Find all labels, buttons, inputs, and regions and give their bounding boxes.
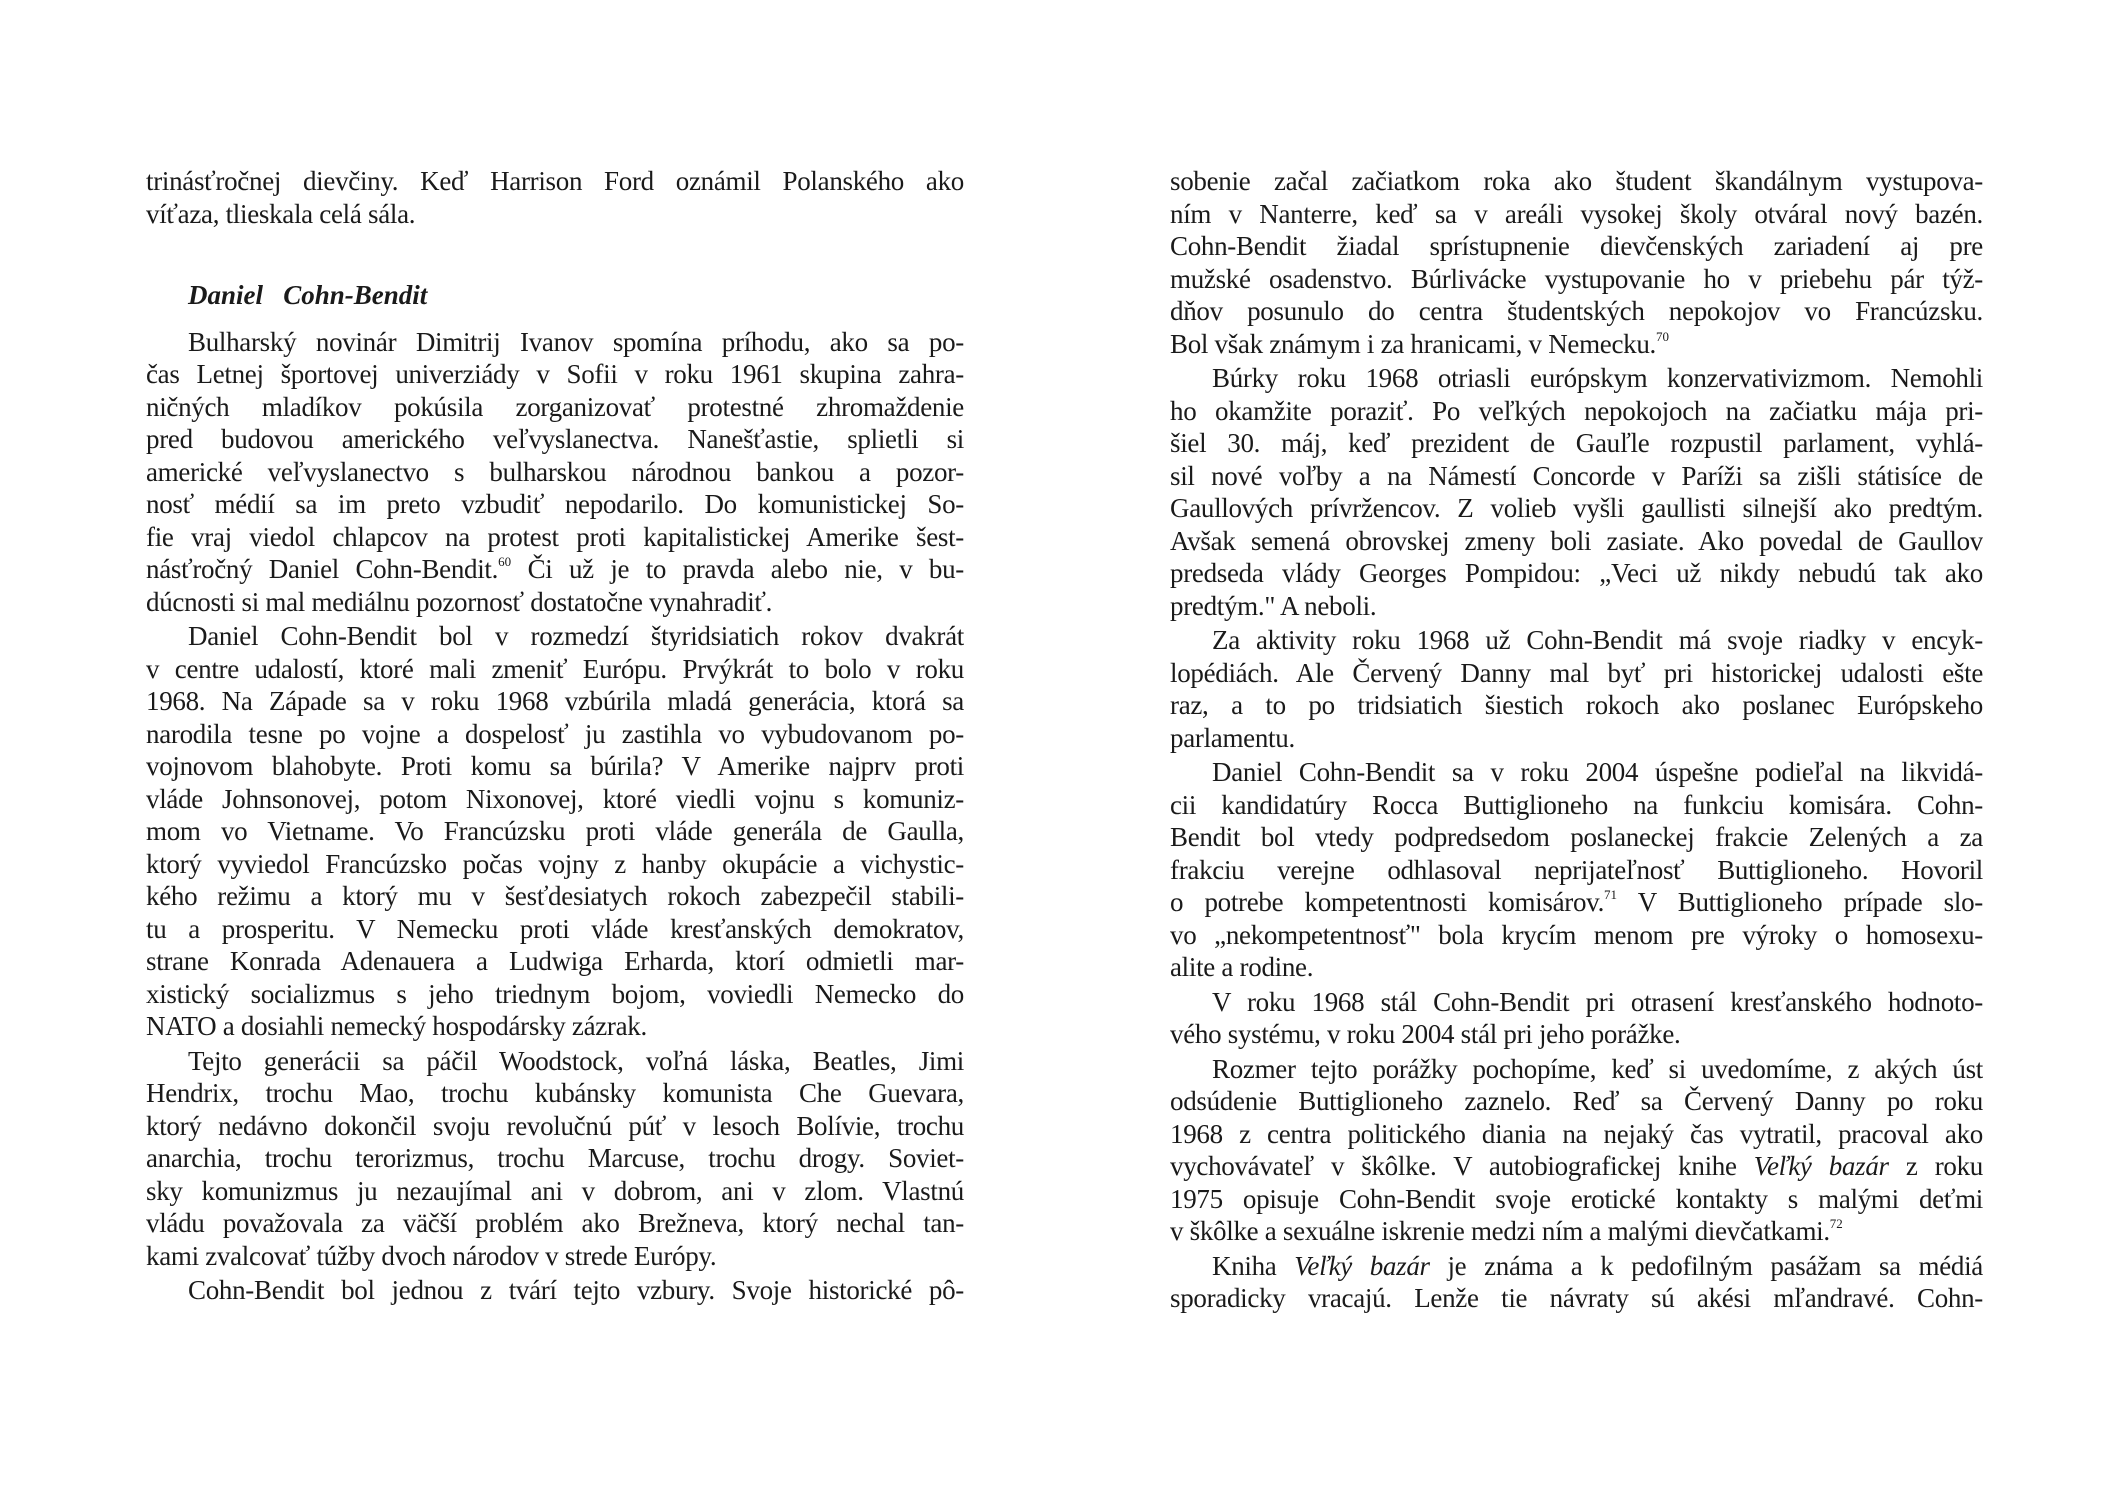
text-line: mom vo Vietname. Vo Francúzsku proti vláde generála de Gaulla, bbox=[146, 816, 964, 846]
text-line: americké veľvyslanectvo s bulharskou národnou bankou a pozor- bbox=[146, 456, 964, 487]
text-line: Avšak semená obrovskej zmeny boli zasiate. Ako povedal de Gaullov bbox=[1170, 525, 1983, 556]
paragraph bbox=[146, 326, 964, 619]
text-line: sky komunizmus ju nezaujímal ani v dobrom, ani v zlom. Vlastnú bbox=[146, 1175, 964, 1206]
paragraph bbox=[146, 620, 964, 1043]
text-line: vláde Johnsonovej, potom Nixonovej, ktoré viedli vojnu s komuniz- bbox=[146, 783, 964, 814]
footnote-reference: 70 bbox=[1656, 328, 1669, 344]
text-line: trinásťročnej dievčiny. Keď Harrison Ford oznámil Polanského ako bbox=[146, 166, 964, 196]
text-line: Tejto generácii sa páčil Woodstock, voľná láska, Beatles, Jimi bbox=[188, 1045, 964, 1076]
text-line bbox=[1170, 886, 1983, 919]
paragraph bbox=[146, 1274, 964, 1307]
text-segment: v škôlke a sexuálne iskrenie medzi ním a malými dievčatkami. bbox=[1170, 1216, 1830, 1246]
book-title: Veľký bazár bbox=[1753, 1151, 1889, 1181]
text-segment: je známa a k pedofilným pasážam sa médiá bbox=[1429, 1250, 1983, 1281]
text-segment: o potrebe kompetentnosti komisárov. bbox=[1170, 887, 1605, 917]
text-line: Rozmer tejto porážky pochopíme, keď si uvedomíme, z akých úst bbox=[1212, 1053, 1983, 1084]
text-line: xistický socializmus s jeho triednym bojom, voviedli Nemecko do bbox=[146, 978, 964, 1009]
text-line bbox=[1170, 1150, 1983, 1183]
text-line: NATO a dosiahli nemecký hospodársky zázrak. bbox=[146, 1011, 647, 1041]
right-page-column bbox=[1170, 163, 1983, 1315]
text-line: cii kandidatúry Rocca Buttiglioneho na funkciu komisára. Cohn- bbox=[1170, 789, 1983, 820]
text-line: Bendit bol vtedy podpredsedom poslaneckej frakcie Zelených a za bbox=[1170, 822, 1983, 852]
paragraph bbox=[1170, 1053, 1983, 1248]
text-line: 1975 opisuje Cohn-Bendit svoje erotické kontakty s malými deťmi bbox=[1170, 1183, 1983, 1214]
paragraph bbox=[1170, 756, 1983, 984]
paragraph bbox=[146, 165, 964, 230]
text-segment: vychovávateľ v škôlke. V autobiografickej knihe bbox=[1170, 1151, 1754, 1181]
text-line: strane Konrada Adenauera a Ludwiga Erharda, ktorí odmietli mar- bbox=[146, 946, 964, 976]
text-line: Hendrix, trochu Mao, trochu kubánsky komunista Che Guevara, bbox=[146, 1078, 964, 1108]
text-line: alite a rodine. bbox=[1170, 952, 1314, 982]
footnote-reference: 60 bbox=[498, 554, 512, 569]
text-line: sobenie začal začiatkom roka ako študent škandálnym vystupova- bbox=[1170, 166, 1983, 196]
text-line: Bulharský novinár Dimitrij Ivanov spomína príhodu, ako sa po- bbox=[188, 326, 964, 357]
text-line: dúcnosti si mal mediálnu pozornosť dostatočne vynahradiť. bbox=[146, 586, 773, 617]
footnote-reference: 72 bbox=[1829, 1216, 1843, 1231]
paragraph bbox=[1170, 1250, 1983, 1315]
text-line: vládu považovala za väčší problém ako Brežneva, ktorý nechal tan- bbox=[146, 1208, 964, 1238]
text-line: odsúdenie Buttiglioneho zaznelo. Reď sa Červený Danny po roku bbox=[1170, 1086, 1983, 1116]
text-line: sil nové voľby a na Námestí Concorde v Paríži sa zišli státisíce de bbox=[1170, 460, 1983, 491]
text-line: dňov posunulo do centra študentských nepokojov vo Francúzsku. bbox=[1170, 296, 1983, 326]
paragraph bbox=[1170, 165, 1983, 360]
paragraph bbox=[1170, 624, 1983, 754]
text-segment: Či už je to pravda alebo nie, v bu- bbox=[511, 554, 964, 584]
text-line: nosť médií sa im preto vzbudiť nepodarilo. Do komunistickej So- bbox=[146, 489, 964, 519]
text-line: 1968. Na Západe sa v roku 1968 vzbúrila mladá generácia, ktorá sa bbox=[146, 686, 964, 716]
text-segment: V Buttiglioneho prípade slo- bbox=[1617, 887, 1983, 917]
text-line: tu a prosperitu. V Nemecku proti vláde kresťanských demokratov, bbox=[146, 913, 964, 944]
text-line: anarchia, trochu terorizmus, trochu Marcuse, trochu drogy. Soviet- bbox=[146, 1143, 964, 1173]
left-page-column bbox=[146, 163, 964, 1307]
text-line: ho okamžite poraziť. Po veľkých nepokojoch na začiatku mája pri- bbox=[1170, 395, 1983, 426]
text-line bbox=[1170, 1250, 1983, 1283]
text-line: vo „nekompetentnosť" bola krycím menom pre výroky o homosexu- bbox=[1170, 919, 1983, 950]
text-line: víťaza, tlieskala celá sála. bbox=[146, 198, 416, 229]
text-line: V roku 1968 stál Cohn-Bendit pri otrasení kresťanského hodnoto- bbox=[1212, 986, 1983, 1017]
text-line: šiel 30. máj, keď prezident de Gauľle rozpustil parlament, vyhlá- bbox=[1170, 428, 1983, 458]
text-line: raz, a to po tridsiatich šiestich rokoch ako poslanec Európskeho bbox=[1170, 690, 1983, 720]
text-line: frakciu verejne odhlasoval neprijateľnosť Buttiglioneho. Hovoril bbox=[1170, 854, 1983, 885]
text-line: Za aktivity roku 1968 už Cohn-Bendit má svoje riadky v encyk- bbox=[1212, 625, 1983, 655]
paragraph bbox=[1170, 986, 1983, 1051]
text-segment: násťročný Daniel Cohn-Bendit. bbox=[146, 554, 499, 584]
text-line: 1968 z centra politického diania na nejaký čas vytratil, pracoval ako bbox=[1170, 1118, 1983, 1149]
text-line: čas Letnej športovej univerziády v Sofii v roku 1961 skupina zahra- bbox=[146, 359, 964, 389]
paragraph bbox=[146, 1045, 964, 1273]
text-line: ním v Nanterre, keď sa v areáli vysokej školy otváral nový bazén. bbox=[1170, 198, 1983, 229]
text-line: mužské osadenstvo. Búrlivácke vystupovanie ho v priebehu pár týž- bbox=[1170, 263, 1983, 294]
text-line bbox=[1170, 1215, 1983, 1248]
text-line: Daniel Cohn-Bendit sa v roku 2004 úspešne podieľal na likvidá- bbox=[1212, 757, 1983, 787]
text-line: v centre udalostí, ktoré mali zmeniť Európu. Prvýkrát to bolo v roku bbox=[146, 653, 964, 684]
text-line: predseda vlády Georges Pompidou: „Veci už nikdy nebudú tak ako bbox=[1170, 558, 1983, 588]
text-line bbox=[146, 553, 964, 586]
section-heading: Daniel Cohn-Bendit bbox=[188, 280, 428, 310]
text-line: kami zvalcovať túžby dvoch národov v strede Európy. bbox=[146, 1240, 717, 1271]
text-line: narodila tesne po vojne a dospelosť ju zastihla vo vybudovanom po- bbox=[146, 718, 964, 749]
text-line: Cohn-Bendit bol jednou z tvárí tejto vzbury. Svoje historické pô- bbox=[188, 1275, 964, 1305]
text-line: kého režimu a ktorý mu v šesťdesiatych rokoch zabezpečil stabili- bbox=[146, 881, 964, 911]
text-line: Daniel Cohn-Bendit bol v rozmedzí štyridsiatich rokov dvakrát bbox=[188, 621, 964, 651]
text-line: Cohn-Bendit žiadal sprístupnenie dievčenských zariadení aj pre bbox=[1170, 231, 1983, 261]
footnote-reference: 71 bbox=[1604, 887, 1618, 902]
text-line bbox=[1170, 328, 1983, 361]
paragraph bbox=[1170, 362, 1983, 622]
text-segment: z roku bbox=[1888, 1151, 1983, 1181]
text-line: ktorý vyviedol Francúzsko počas vojny z hanby okupácie a vichystic- bbox=[146, 848, 964, 879]
text-line: ničných mladíkov pokúsila zorganizovať protestné zhromaždenie bbox=[146, 391, 964, 422]
text-line: lopédiách. Ale Červený Danny mal byť pri historickej udalosti ešte bbox=[1170, 657, 1983, 688]
text-line: Gaullových prívržencov. Z volieb vyšli gaullisti silnejší ako predtým. bbox=[1170, 493, 1983, 523]
text-line: ktorý nedávno dokončil svoju revolučnú púť v lesoch Bolívie, trochu bbox=[146, 1110, 964, 1141]
text-line: pred budovou amerického veľvyslanectva. Nanešťastie, splietli si bbox=[146, 424, 964, 454]
text-line: predtým." A neboli. bbox=[1170, 590, 1377, 621]
text-segment: Kniha bbox=[1212, 1250, 1295, 1281]
text-line: vojnovom blahobyte. Proti komu sa búrila? V Amerike najprv proti bbox=[146, 751, 964, 781]
text-line: parlamentu. bbox=[1170, 722, 1295, 753]
text-line: sporadicky vracajú. Lenže tie návraty sú akési mľandravé. Cohn- bbox=[1170, 1283, 1983, 1313]
book-title: Veľký bazár bbox=[1294, 1250, 1430, 1281]
text-segment: Bol však známym i za hranicami, v Nemecku. bbox=[1170, 328, 1656, 359]
text-line: Búrky roku 1968 otriasli európskym konzervativizmom. Nemohli bbox=[1212, 363, 1983, 393]
text-line: fie vraj viedol chlapcov na protest proti kapitalistickej Amerike šest- bbox=[146, 521, 964, 552]
text-line: vého systému, v roku 2004 stál pri jeho porážke. bbox=[1170, 1019, 1681, 1049]
